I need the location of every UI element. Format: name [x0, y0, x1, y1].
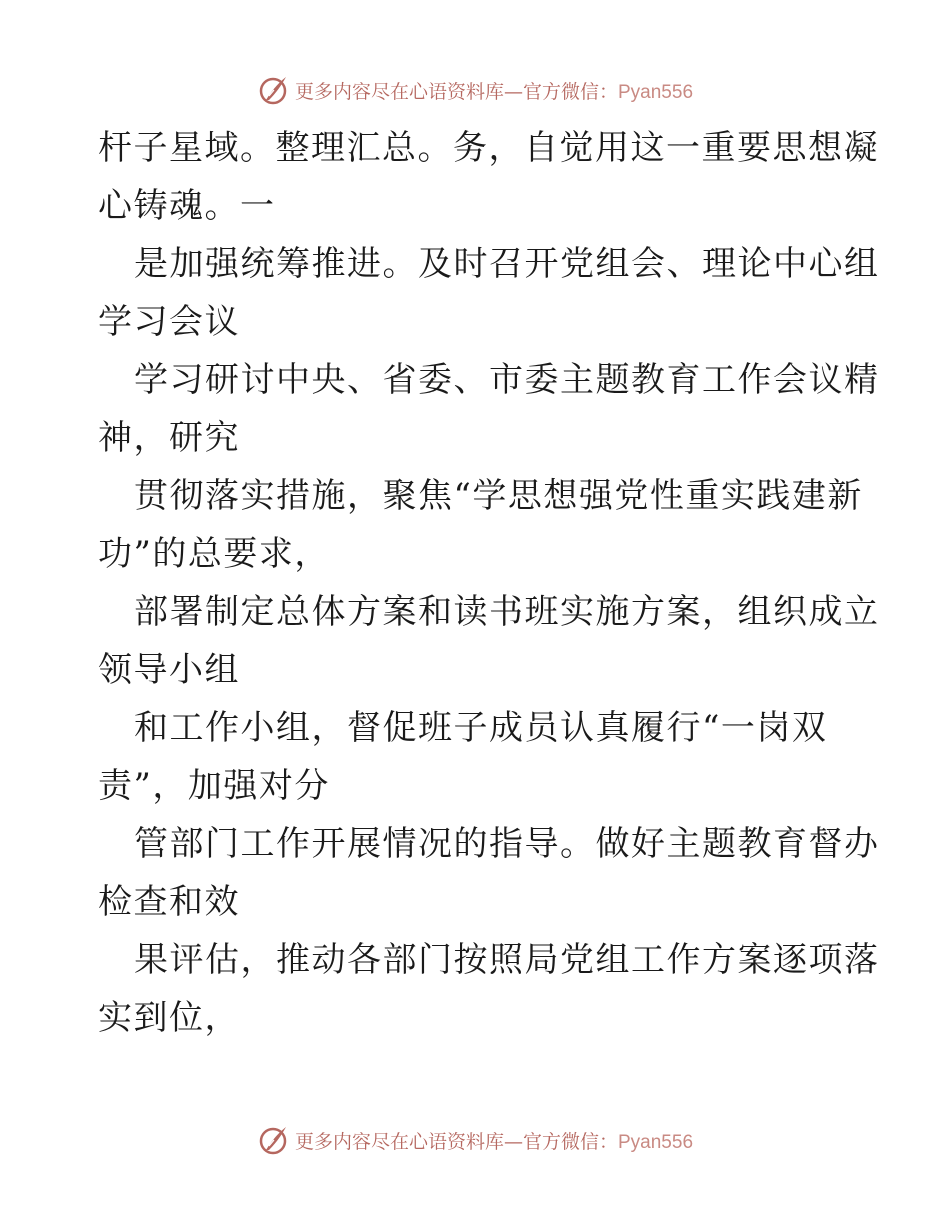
banner-site-text: 更多内容尽在心语资料库	[294, 80, 504, 103]
header-banner	[0, 70, 950, 110]
banner-dash: —	[503, 80, 523, 103]
text-line: 责”，加强对分	[98, 766, 330, 806]
banner-wechat-id: Pyan556	[618, 81, 694, 103]
document-body	[98, 119, 880, 1047]
text-line: 和工作小组，督促班子成员认真履行“一岗双	[134, 708, 828, 748]
text-line: 学习研讨中央、省委、市委主题教育工作会议精	[134, 360, 880, 400]
banner-text	[295, 1127, 693, 1154]
footer-banner	[0, 1120, 950, 1160]
text-line: 神，研究	[98, 418, 240, 458]
banner-dash: —	[503, 1130, 523, 1153]
text-line: 管部门工作开展情况的指导。做好主题教育督办	[134, 824, 880, 864]
banner-text	[295, 77, 693, 104]
feather-pen-logo-icon	[257, 74, 289, 106]
text-line: 贯彻落实措施，聚焦“学思想强党性重实践建新	[134, 476, 863, 516]
text-line: 学习会议	[98, 302, 240, 342]
text-line: 领导小组	[98, 650, 240, 690]
text-line: 心铸魂。一	[98, 186, 276, 226]
text-line: 检查和效	[98, 882, 240, 922]
text-line: 功”的总要求，	[98, 534, 330, 574]
text-line: 是加强统筹推进。及时召开党组会、理论中心组	[134, 244, 880, 284]
banner-wechat-id: Pyan556	[618, 1131, 694, 1153]
banner-wechat-label: 官方微信：	[522, 1130, 618, 1153]
banner-site-text: 更多内容尽在心语资料库	[294, 1130, 504, 1153]
text-line: 部署制定总体方案和读书班实施方案，组织成立	[134, 592, 880, 632]
banner-wechat-label: 官方微信：	[522, 80, 618, 103]
feather-pen-logo-icon	[257, 1124, 289, 1156]
text-line: 杆子星域。整理汇总。务，自觉用这一重要思想凝	[98, 128, 879, 168]
text-line: 实到位，	[98, 998, 240, 1038]
text-line: 果评估，推动各部门按照局党组工作方案逐项落	[134, 940, 880, 980]
